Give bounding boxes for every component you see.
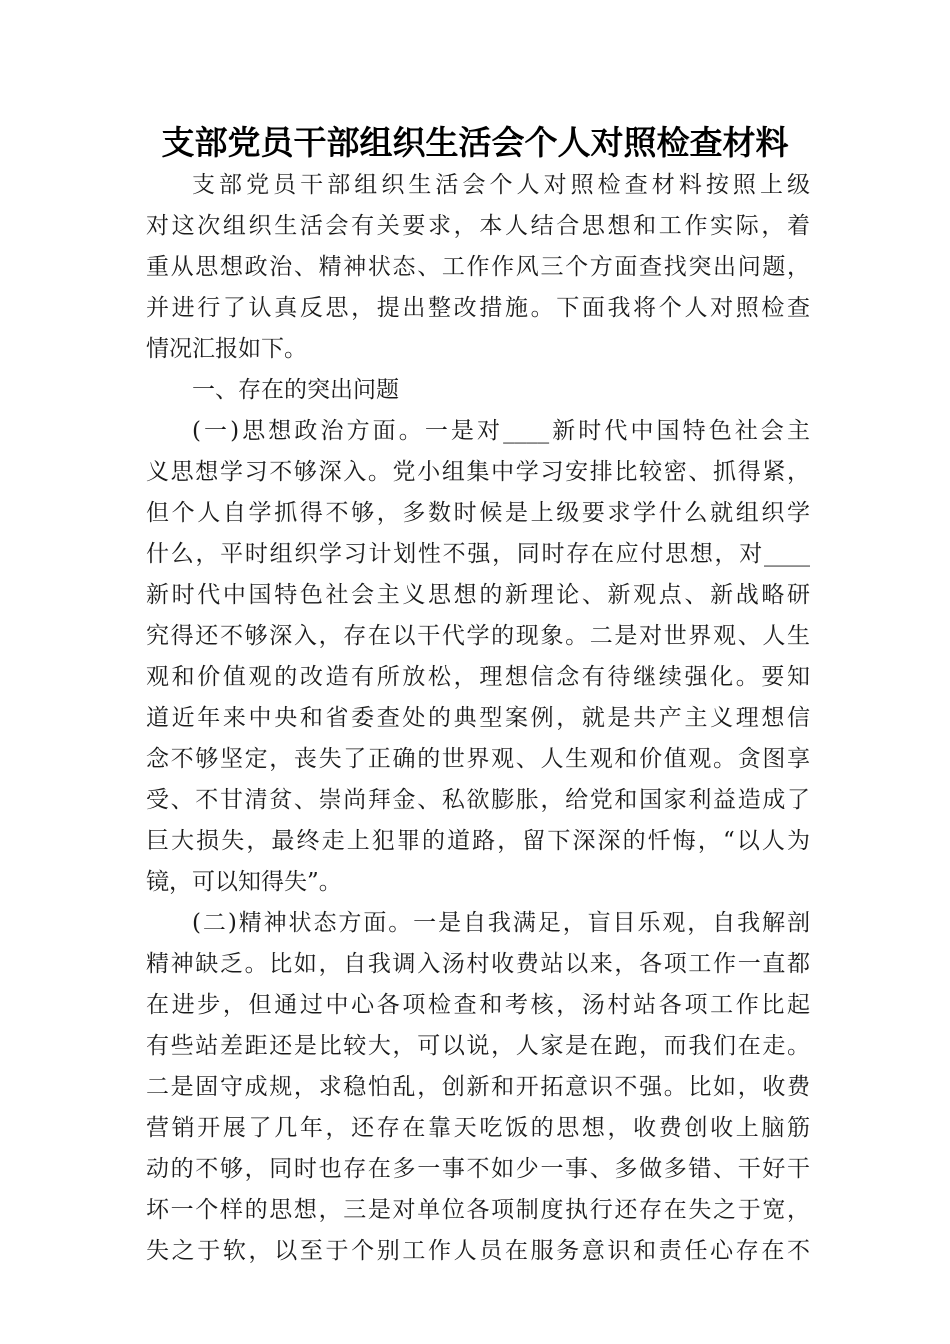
text-line: 一、存在的突出问题: [192, 377, 399, 403]
text-line: 道近年来中央和省委查处的典型案例，就是共产主义理想信: [146, 705, 810, 731]
text-line: 什么，平时组织学习计划性不强，同时存在应付思想，对____: [146, 541, 810, 567]
text-line: 念不够坚定，丧失了正确的世界观、人生观和价值观。贪图享: [146, 746, 810, 772]
text-line: 坏一个样的思想，三是对单位各项制度执行还存在失之于宽，: [146, 1197, 810, 1223]
text-line: 对这次组织生活会有关要求，本人结合思想和工作实际，着: [146, 213, 810, 239]
text-line: 情况汇报如下。: [146, 336, 307, 362]
text-line: 受、不甘清贫、崇尚拜金、私欲膨胀，给党和国家利益造成了: [146, 787, 810, 813]
text-line: 镜，可以知得失”。: [146, 869, 342, 895]
text-line: 重从思想政治、精神状态、工作作风三个方面查找突出问题，: [146, 254, 810, 280]
text-line: 究得还不够深入，存在以干代学的现象。二是对世界观、人生: [146, 623, 810, 649]
text-line: 有些站差距还是比较大，可以说，人家是在跑，而我们在走。: [146, 1033, 810, 1059]
text-line: (二)精神状态方面。一是自我满足，盲目乐观，自我解剖: [192, 910, 810, 936]
document-body: [146, 165, 810, 1272]
text-line: 义思想学习不够深入。党小组集中学习安排比较密、抓得紧，: [146, 459, 810, 485]
text-line: 并进行了认真反思，提出整改措施。下面我将个人对照检查: [146, 295, 810, 321]
text-line: 新时代中国特色社会主义思想的新理论、新观点、新战略研: [146, 582, 810, 608]
text-line: 在进步，但通过中心各项检查和考核，汤村站各项工作比起: [146, 992, 810, 1018]
text-line: 巨大损失，最终走上犯罪的道路，留下深深的忏悔，“以人为: [146, 828, 810, 854]
text-line: 支部党员干部组织生活会个人对照检查材料按照上级: [192, 172, 810, 198]
text-line: 观和价值观的改造有所放松，理想信念有待继续强化。要知: [146, 664, 810, 690]
text-line: 但个人自学抓得不够，多数时候是上级要求学什么就组织学: [146, 500, 810, 526]
text-line: (一)思想政治方面。一是对____新时代中国特色社会主: [192, 418, 810, 444]
document-title: 支部党员干部组织生活会个人对照检查材料: [161, 123, 789, 162]
text-line: 二是固守成规，求稳怕乱，创新和开拓意识不强。比如，收费: [146, 1074, 810, 1100]
text-line: 动的不够，同时也存在多一事不如少一事、多做多错、干好干: [146, 1156, 810, 1182]
text-line: 营销开展了几年，还存在靠天吃饭的思想，收费创收上脑筋: [146, 1115, 810, 1141]
text-line: 失之于软，以至于个别工作人员在服务意识和责任心存在不: [146, 1238, 810, 1264]
text-line: 精神缺乏。比如，自我调入汤村收费站以来，各项工作一直都: [146, 951, 810, 977]
